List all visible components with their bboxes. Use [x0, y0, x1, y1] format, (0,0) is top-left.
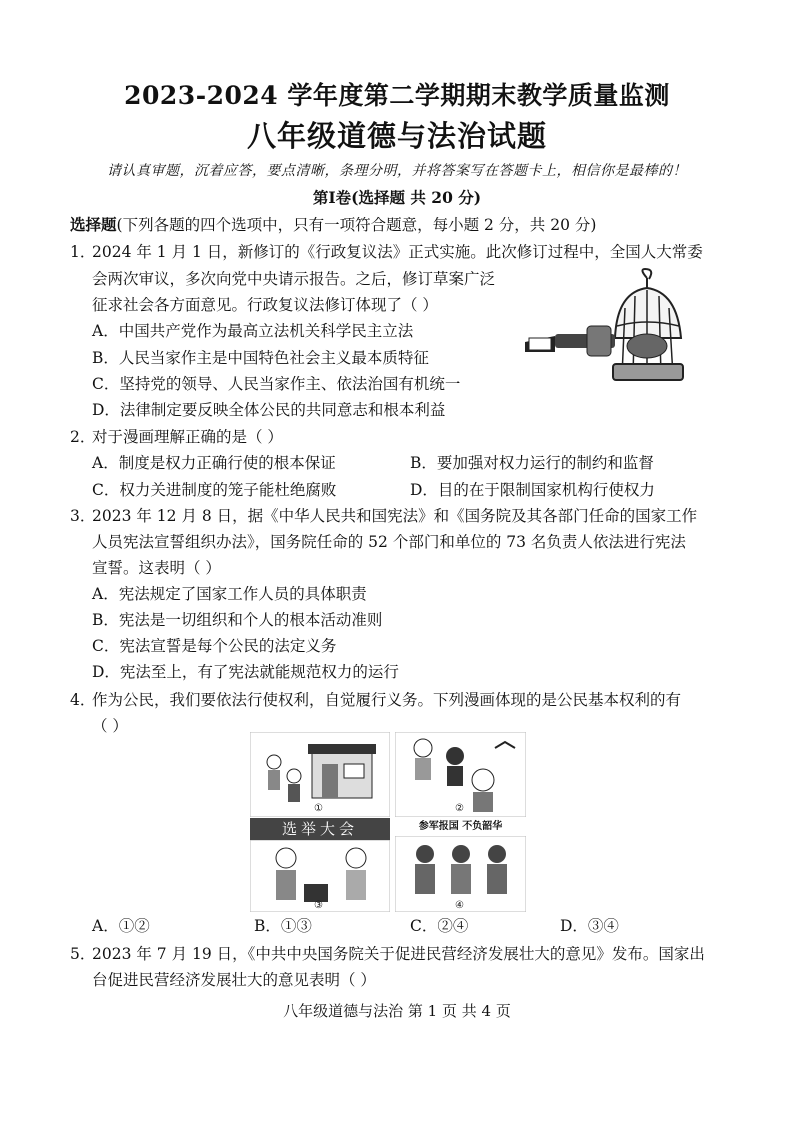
section-heading: 第Ⅰ卷(选择题 共 20 分) [312, 188, 482, 207]
question-1-number: 1． [70, 243, 96, 261]
exam-notice: 请认真审题，沉着应答，要点清晰，条理分明，并将答案写在答题卡上，相信你是最棒的！ [107, 163, 687, 179]
question-3-option: D．宪法至上，有了宪法就能规范权力的运行 [92, 663, 399, 681]
question-1-line: 征求社会各方面意见。行政复议法修订体现了（ ） [92, 296, 438, 314]
question-1-option: C．坚持党的领导、人民当家作主、依法治国有机统一 [92, 375, 461, 393]
question-2-option: C．权力关进制度的笼子能杜绝腐败 [92, 481, 337, 499]
question-2-line: 对于漫画理解正确的是（ ） [92, 428, 283, 446]
panel-label-2: ② [455, 803, 464, 814]
instructions-text: (下列各题的四个选项中，只有一项符合题意，每小题 2 分，共 20 分) [116, 216, 597, 234]
question-3-option: B．宪法是一切组织和个人的根本活动准则 [92, 611, 383, 629]
question-5-line: 2023 年 7 月 19 日，《中共中央国务院关于促进民营经济发展壮大的意见》发布。国家出 [92, 945, 705, 963]
military-banner: 参军报国 不负韶华 [418, 821, 503, 832]
power-cage-cartoon [525, 268, 690, 393]
question-3-option: A．宪法规定了国家工作人员的具体职责 [92, 585, 367, 603]
panel-label-1: ① [314, 803, 323, 814]
rights-cartoons [250, 732, 526, 912]
instructions-label: 选择题 [70, 215, 117, 234]
question-4-line: （ ） [92, 717, 128, 735]
instructions [70, 213, 596, 235]
question-4-option: D．③④ [560, 917, 619, 935]
page-footer: 八年级道德与法治 第 1 页 共 4 页 [283, 1002, 511, 1020]
election-banner: 选举大会 [250, 818, 390, 840]
question-2-number: 2． [70, 428, 96, 446]
question-2-option: B．要加强对权力运行的制约和监督 [410, 454, 654, 472]
exam-subtitle: 八年级道德与法治试题 [246, 119, 547, 153]
question-5-number: 5． [70, 945, 96, 963]
question-3-option: C．宪法宣誓是每个公民的法定义务 [92, 637, 337, 655]
panel-label-4: ④ [455, 900, 464, 911]
question-2-option: A．制度是权力正确行使的根本保证 [92, 454, 336, 472]
question-3-line: 宣誓。这表明（ ） [92, 559, 221, 577]
question-3-line: 人员宪法宣誓组织办法》，国务院任命的 52 个部门和单位的 73 名负责人依法进行宪法 [92, 533, 686, 551]
question-3-line: 2023 年 12 月 8 日，据《中华人民共和国宪法》和《国务院及其各部门任命的国家工作 [92, 507, 698, 525]
question-3-number: 3． [70, 507, 96, 525]
question-4-option: C．②④ [410, 917, 469, 935]
question-1-option: A．中国共产党作为最高立法机关科学民主立法 [92, 322, 414, 340]
question-1-line: 会两次审议，多次向党中央请示报告。之后，修订草案广泛 [92, 270, 496, 288]
question-1-line: 2024 年 1 月 1 日，新修订的《行政复议法》正式实施。此次修订过程中，全国人大常委 [92, 243, 703, 261]
question-1-option: D．法律制定要反映全体公民的共同意志和根本利益 [92, 401, 446, 419]
panel-label-3: ③ [314, 900, 323, 911]
exam-title: 2023-2024 学年度第二学期期末教学质量监测 [124, 81, 670, 110]
question-4-line: 作为公民，我们要依法行使权利，自觉履行义务。下列漫画体现的是公民基本权利的有 [92, 691, 682, 709]
question-1-option: B．人民当家作主是中国特色社会主义最本质特征 [92, 349, 429, 367]
question-4-option: B．①③ [254, 917, 312, 935]
question-2-option: D．目的在于限制国家机构行使权力 [410, 481, 655, 499]
question-5-line: 台促进民营经济发展壮大的意见表明（ ） [92, 971, 376, 989]
question-4-number: 4． [70, 691, 96, 709]
question-4-option: A．①② [92, 917, 150, 935]
